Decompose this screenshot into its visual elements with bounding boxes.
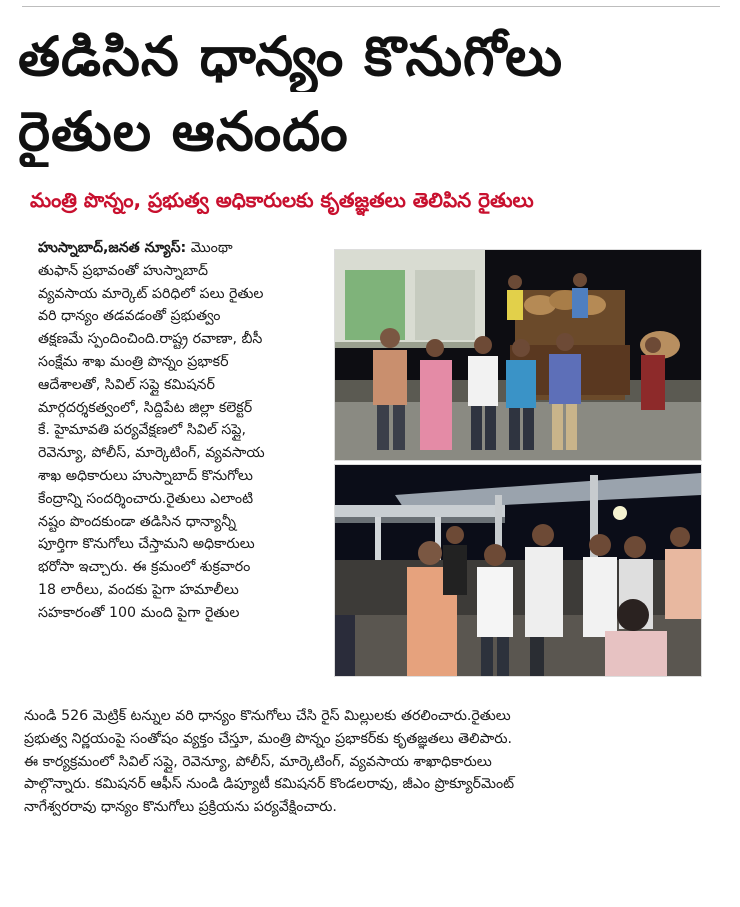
body-line: తక్షణమే స్పందించింది.రాష్ట్ర రవాణా, బీసీ <box>38 331 263 348</box>
body-line: వరి ధాన్యం తడవడంతో ప్రభుత్వం <box>38 308 221 325</box>
article-body-column <box>38 237 324 625</box>
dateline: హుస్నాబాద్,జనత న్యూస్: <box>38 240 187 256</box>
body-line: కేంద్రాన్ని సందర్శించారు.రైతులు ఎలాంటి <box>38 490 254 507</box>
body-line: సంక్షేమ శాఖ మంత్రి పొన్నం ప్రభాకర్ <box>38 353 229 370</box>
photo-officials-with-farmers <box>334 464 702 677</box>
body-line: పూర్తిగా కొనుగోలు చేస్తామని అధికారులు <box>38 536 255 553</box>
headline-line-1: తడిసిన ధాన్యం కొనుగోలు <box>18 25 564 88</box>
body-line: 18 లారీలు, వందకు పైగా హమాలీలు <box>38 581 239 598</box>
body-line <box>38 237 324 260</box>
body-line: నుండి 526 మెట్రిక్ టన్నుల వరి ధాన్యం కొనుగోలు చేసి రైస్ మిల్లులకు తరలించారు.రైతులు <box>24 708 511 724</box>
body-line: నష్టం పొందకుండా తడిసిన ధాన్యాన్నీ <box>38 513 237 530</box>
body-line: తుఫాన్ ప్రభావంతో హుస్నాబాద్ <box>38 262 208 279</box>
headline-line-2: రైతుల ఆనందం <box>18 100 349 163</box>
body-line-text: మొంథా <box>190 240 233 256</box>
body-line: ఈ కార్యక్రమంలో సివిల్ సప్లై, రెవెన్యూ, పోలీస్, మార్కెటింగ్, వ్యవసాయ శాఖాధికారులు <box>24 753 492 770</box>
body-line: మార్గదర్శకత్వంలో, సిద్దిపేట జిల్లా కలెక్టర్ <box>38 399 253 416</box>
top-rule <box>22 6 720 7</box>
body-line: శాఖ అధికారులు హుస్నాబాద్ కొనుగోలు <box>38 467 253 484</box>
body-line: పాల్గొన్నారు. కమిషనర్ ఆఫీస్ నుండి డిప్యూటీ కమిషనర్ కొండలరావు, జీఎం ప్రొక్యూర్‌మెంట్ <box>24 776 515 793</box>
body-line: కే. హైమావతి పర్యవేక్షణలో సివిల్ సప్లై, <box>38 422 246 439</box>
body-line: ఆదేశాలతో, సివిల్ సప్లై కమిషనర్ <box>38 376 215 393</box>
body-line: భరోసా ఇచ్చారు. ఈ క్రమంలో శుక్రవారం <box>38 559 251 576</box>
body-line: వ్యవసాయ మార్కెట్ పరిధిలో పలు రైతుల <box>38 285 264 302</box>
body-line: సహకారంతో 100 మంది పైగా రైతుల <box>38 604 240 621</box>
photo-officials-at-market-yard <box>334 249 702 461</box>
subheadline: మంత్రి పొన్నం, ప్రభుత్వ అధికారులకు కృతజ్ఞతలు తెలిపిన రైతులు <box>30 188 534 212</box>
body-line: ప్రభుత్వ నిర్ణయంపై సంతోషం వ్యక్తం చేస్తూ, మంత్రి పొన్నం ప్రభాకర్‌కు కృతజ్ఞతలు తెలిపారు. <box>24 730 513 747</box>
body-line: నాగేశ్వరరావు ధాన్యం కొనుగోలు ప్రక్రియను పర్యవేక్షించారు. <box>24 799 337 816</box>
body-line: రెవెన్యూ, పోలీస్, మార్కెటింగ్, వ్యవసాయ <box>38 445 265 462</box>
article-body-full-width <box>24 705 724 819</box>
